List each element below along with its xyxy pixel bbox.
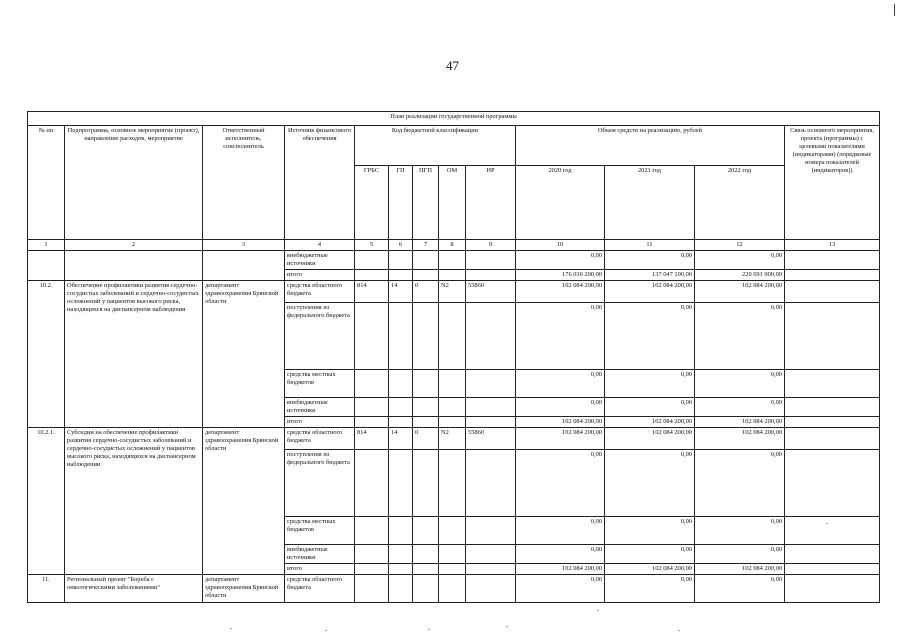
cell-gp bbox=[389, 517, 413, 545]
cell-nr bbox=[466, 398, 516, 417]
cell-2020: 0,00 bbox=[516, 370, 605, 398]
col-number: 8 bbox=[439, 240, 466, 251]
cell-nr: 55860 bbox=[466, 281, 516, 303]
cell-link bbox=[785, 545, 880, 564]
cell-link bbox=[785, 270, 880, 281]
cell-2022: 102 084 200,00 bbox=[695, 417, 785, 428]
cell-2020: 0,00 bbox=[516, 303, 605, 370]
header-responsible: Ответственный исполнитель, соисполнитель bbox=[203, 126, 285, 240]
table-row bbox=[28, 281, 880, 303]
cell-2022: 0,00 bbox=[695, 251, 785, 270]
cell-link bbox=[785, 450, 880, 517]
cell-source: поступления из федерального бюджета bbox=[285, 450, 355, 517]
scan-speck bbox=[428, 629, 430, 630]
cell-source: итого bbox=[285, 270, 355, 281]
cell-grbs bbox=[355, 575, 389, 603]
cell-2021: 0,00 bbox=[605, 575, 695, 603]
table-row bbox=[28, 575, 880, 603]
cell-subprogram: Обеспечение профилактики развития сердечно-сосудистых заболеваний и сердечно-сосудистых осложнений у пациентов высокого риска, находящихся на диспансерном наблюдении bbox=[65, 281, 203, 428]
cell-pgp bbox=[413, 251, 439, 270]
cell-2022: 102 084 200,00 bbox=[695, 281, 785, 303]
table-row bbox=[28, 251, 880, 270]
cell-2020: 0,00 bbox=[516, 517, 605, 545]
cell-grbs bbox=[355, 251, 389, 270]
cell-nr bbox=[466, 450, 516, 517]
cell-grbs bbox=[355, 370, 389, 398]
scan-speck bbox=[678, 630, 680, 631]
header-pgp: ПГП bbox=[413, 166, 439, 240]
cell-gp bbox=[389, 303, 413, 370]
header-budget-code: Код бюджетной классификации bbox=[355, 126, 516, 166]
cell-2020: 0,00 bbox=[516, 251, 605, 270]
col-number: 11 bbox=[605, 240, 695, 251]
cell-link bbox=[785, 370, 880, 398]
cell-link bbox=[785, 575, 880, 603]
cell-gp bbox=[389, 370, 413, 398]
cell-gp bbox=[389, 545, 413, 564]
cell-2021: 0,00 bbox=[605, 545, 695, 564]
cell-no: 10.2. bbox=[28, 281, 65, 428]
cell-2021: 0,00 bbox=[605, 370, 695, 398]
cell-nr: 55860 bbox=[466, 428, 516, 450]
cell-2021: 137 047 100,00 bbox=[605, 270, 695, 281]
cell-source: внебюджетные источники bbox=[285, 398, 355, 417]
cell-nr bbox=[466, 564, 516, 575]
cell-grbs bbox=[355, 270, 389, 281]
cell-pgp bbox=[413, 370, 439, 398]
cell-subprogram bbox=[65, 251, 203, 281]
cell-2022: 0,00 bbox=[695, 575, 785, 603]
cell-grbs bbox=[355, 545, 389, 564]
table-body bbox=[28, 251, 880, 603]
header-2020: 2020 год bbox=[516, 166, 605, 240]
cell-om bbox=[439, 564, 466, 575]
cell-subprogram: Региональный проект "Борьба с онкологическими заболеваниями" bbox=[65, 575, 203, 603]
cell-2020: 0,00 bbox=[516, 398, 605, 417]
cell-no: 11. bbox=[28, 575, 65, 603]
program-plan-table bbox=[27, 111, 880, 603]
cell-gp: 14 bbox=[389, 281, 413, 303]
cell-om bbox=[439, 270, 466, 281]
cell-om: N2 bbox=[439, 428, 466, 450]
page-edge-mark bbox=[894, 4, 895, 16]
cell-2021: 102 084 200,00 bbox=[605, 428, 695, 450]
table-title: План реализации государственной программы bbox=[28, 112, 880, 126]
table-row bbox=[28, 428, 880, 450]
cell-2022: 0,00 bbox=[695, 545, 785, 564]
cell-2022: 102 084 200,00 bbox=[695, 428, 785, 450]
cell-2020: 102 084 200,00 bbox=[516, 428, 605, 450]
scan-speck bbox=[506, 626, 508, 627]
scan-speck bbox=[230, 628, 232, 629]
cell-gp bbox=[389, 417, 413, 428]
header-link: Связь основного мероприятия, проекта (программы) с целевыми показателями (индикаторами) (порядковые номера показателей (индикаторов)) bbox=[785, 126, 880, 240]
cell-responsible: департамент здравоохранения Брянской области bbox=[203, 575, 285, 603]
cell-source: внебюджетные источники bbox=[285, 251, 355, 270]
cell-source: средства областного бюджета bbox=[285, 428, 355, 450]
cell-nr bbox=[466, 370, 516, 398]
cell-subprogram: Субсидии на обеспечение профилактики развития сердечно-сосудистых заболеваний и сердечно-сосудистых осложнений у пациентов высокого риска, находящихся на диспансерном наблюдении bbox=[65, 428, 203, 575]
cell-pgp bbox=[413, 564, 439, 575]
header-volume: Объем средств на реализацию, рублей bbox=[516, 126, 785, 166]
cell-2020: 0,00 bbox=[516, 450, 605, 517]
cell-link bbox=[785, 398, 880, 417]
cell-source: средства областного бюджета bbox=[285, 281, 355, 303]
cell-nr bbox=[466, 303, 516, 370]
cell-om bbox=[439, 545, 466, 564]
cell-pgp bbox=[413, 545, 439, 564]
cell-2022: 0,00 bbox=[695, 450, 785, 517]
cell-2021: 0,00 bbox=[605, 450, 695, 517]
cell-source: внебюджетные источники bbox=[285, 545, 355, 564]
page-number: 47 bbox=[446, 58, 459, 73]
cell-grbs bbox=[355, 303, 389, 370]
cell-nr bbox=[466, 417, 516, 428]
cell-gp bbox=[389, 251, 413, 270]
cell-link bbox=[785, 564, 880, 575]
cell-gp bbox=[389, 575, 413, 603]
cell-om bbox=[439, 450, 466, 517]
cell-2020: 0,00 bbox=[516, 545, 605, 564]
cell-grbs bbox=[355, 398, 389, 417]
cell-grbs bbox=[355, 417, 389, 428]
cell-source: средства местных бюджетов bbox=[285, 370, 355, 398]
cell-om bbox=[439, 370, 466, 398]
cell-link bbox=[785, 517, 880, 545]
cell-2020: 102 084 200,00 bbox=[516, 417, 605, 428]
cell-responsible bbox=[203, 251, 285, 281]
cell-responsible: департамент здравоохранения Брянской области bbox=[203, 281, 285, 428]
header-om: ОМ bbox=[439, 166, 466, 240]
cell-2022: 102 084 200,00 bbox=[695, 564, 785, 575]
header-nr: НР bbox=[466, 166, 516, 240]
cell-2022: 0,00 bbox=[695, 370, 785, 398]
cell-nr bbox=[466, 575, 516, 603]
col-number: 12 bbox=[695, 240, 785, 251]
scan-speck bbox=[826, 523, 828, 524]
col-number: 10 bbox=[516, 240, 605, 251]
scan-speck bbox=[597, 610, 599, 611]
cell-om bbox=[439, 251, 466, 270]
cell-2021: 102 084 200,00 bbox=[605, 417, 695, 428]
cell-source: итого bbox=[285, 417, 355, 428]
cell-om bbox=[439, 575, 466, 603]
header-grbs: ГРБС bbox=[355, 166, 389, 240]
cell-2021: 102 084 200,00 bbox=[605, 281, 695, 303]
cell-2022: 220 691 900,00 bbox=[695, 270, 785, 281]
cell-nr bbox=[466, 251, 516, 270]
col-number: 2 bbox=[65, 240, 203, 251]
col-number: 6 bbox=[389, 240, 413, 251]
cell-gp bbox=[389, 398, 413, 417]
col-number: 1 bbox=[28, 240, 65, 251]
cell-om bbox=[439, 398, 466, 417]
cell-source: итого bbox=[285, 564, 355, 575]
header-source: Источник финансового обеспечения bbox=[285, 126, 355, 240]
cell-2021: 0,00 bbox=[605, 398, 695, 417]
header-2022: 2022 год bbox=[695, 166, 785, 240]
cell-link bbox=[785, 417, 880, 428]
cell-source: средства областного бюджета bbox=[285, 575, 355, 603]
cell-source: средства местных бюджетов bbox=[285, 517, 355, 545]
cell-nr bbox=[466, 517, 516, 545]
cell-pgp bbox=[413, 417, 439, 428]
cell-om bbox=[439, 417, 466, 428]
cell-pgp bbox=[413, 270, 439, 281]
cell-gp bbox=[389, 450, 413, 517]
cell-gp bbox=[389, 564, 413, 575]
cell-2022: 0,00 bbox=[695, 517, 785, 545]
col-number: 9 bbox=[466, 240, 516, 251]
cell-grbs: 814 bbox=[355, 281, 389, 303]
cell-source: поступления из федерального бюджета bbox=[285, 303, 355, 370]
cell-om bbox=[439, 303, 466, 370]
col-number: 4 bbox=[285, 240, 355, 251]
cell-pgp: 0 bbox=[413, 281, 439, 303]
cell-2020: 102 084 200,00 bbox=[516, 281, 605, 303]
col-number: 13 bbox=[785, 240, 880, 251]
cell-link bbox=[785, 428, 880, 450]
cell-gp bbox=[389, 270, 413, 281]
cell-no bbox=[28, 251, 65, 281]
cell-pgp bbox=[413, 517, 439, 545]
header-subprogram: Подпрограмма, основное мероприятие (проект), направление расходов, мероприятие bbox=[65, 126, 203, 240]
cell-2022: 0,00 bbox=[695, 303, 785, 370]
scan-speck bbox=[325, 630, 327, 631]
cell-2020: 176 030 200,00 bbox=[516, 270, 605, 281]
cell-pgp bbox=[413, 450, 439, 517]
cell-grbs bbox=[355, 564, 389, 575]
cell-link bbox=[785, 281, 880, 303]
cell-no: 10.2.1. bbox=[28, 428, 65, 575]
cell-2020: 102 084 200,00 bbox=[516, 564, 605, 575]
header-no: № пп bbox=[28, 126, 65, 240]
cell-grbs bbox=[355, 517, 389, 545]
cell-gp: 14 bbox=[389, 428, 413, 450]
cell-pgp bbox=[413, 303, 439, 370]
col-number: 3 bbox=[203, 240, 285, 251]
cell-link bbox=[785, 251, 880, 270]
header-gp: ГП bbox=[389, 166, 413, 240]
cell-om bbox=[439, 517, 466, 545]
cell-responsible: департамент здравоохранения Брянской области bbox=[203, 428, 285, 575]
cell-pgp: 0 bbox=[413, 428, 439, 450]
header-2021: 2021 год bbox=[605, 166, 695, 240]
cell-pgp bbox=[413, 575, 439, 603]
cell-link bbox=[785, 303, 880, 370]
cell-2021: 102 084 200,00 bbox=[605, 564, 695, 575]
cell-grbs bbox=[355, 450, 389, 517]
cell-nr bbox=[466, 545, 516, 564]
cell-2021: 0,00 bbox=[605, 303, 695, 370]
cell-2022: 0,00 bbox=[695, 398, 785, 417]
cell-2021: 0,00 bbox=[605, 251, 695, 270]
col-number: 5 bbox=[355, 240, 389, 251]
cell-nr bbox=[466, 270, 516, 281]
cell-grbs: 814 bbox=[355, 428, 389, 450]
cell-pgp bbox=[413, 398, 439, 417]
cell-om: N2 bbox=[439, 281, 466, 303]
cell-2021: 0,00 bbox=[605, 517, 695, 545]
cell-2020: 0,00 bbox=[516, 575, 605, 603]
col-number: 7 bbox=[413, 240, 439, 251]
